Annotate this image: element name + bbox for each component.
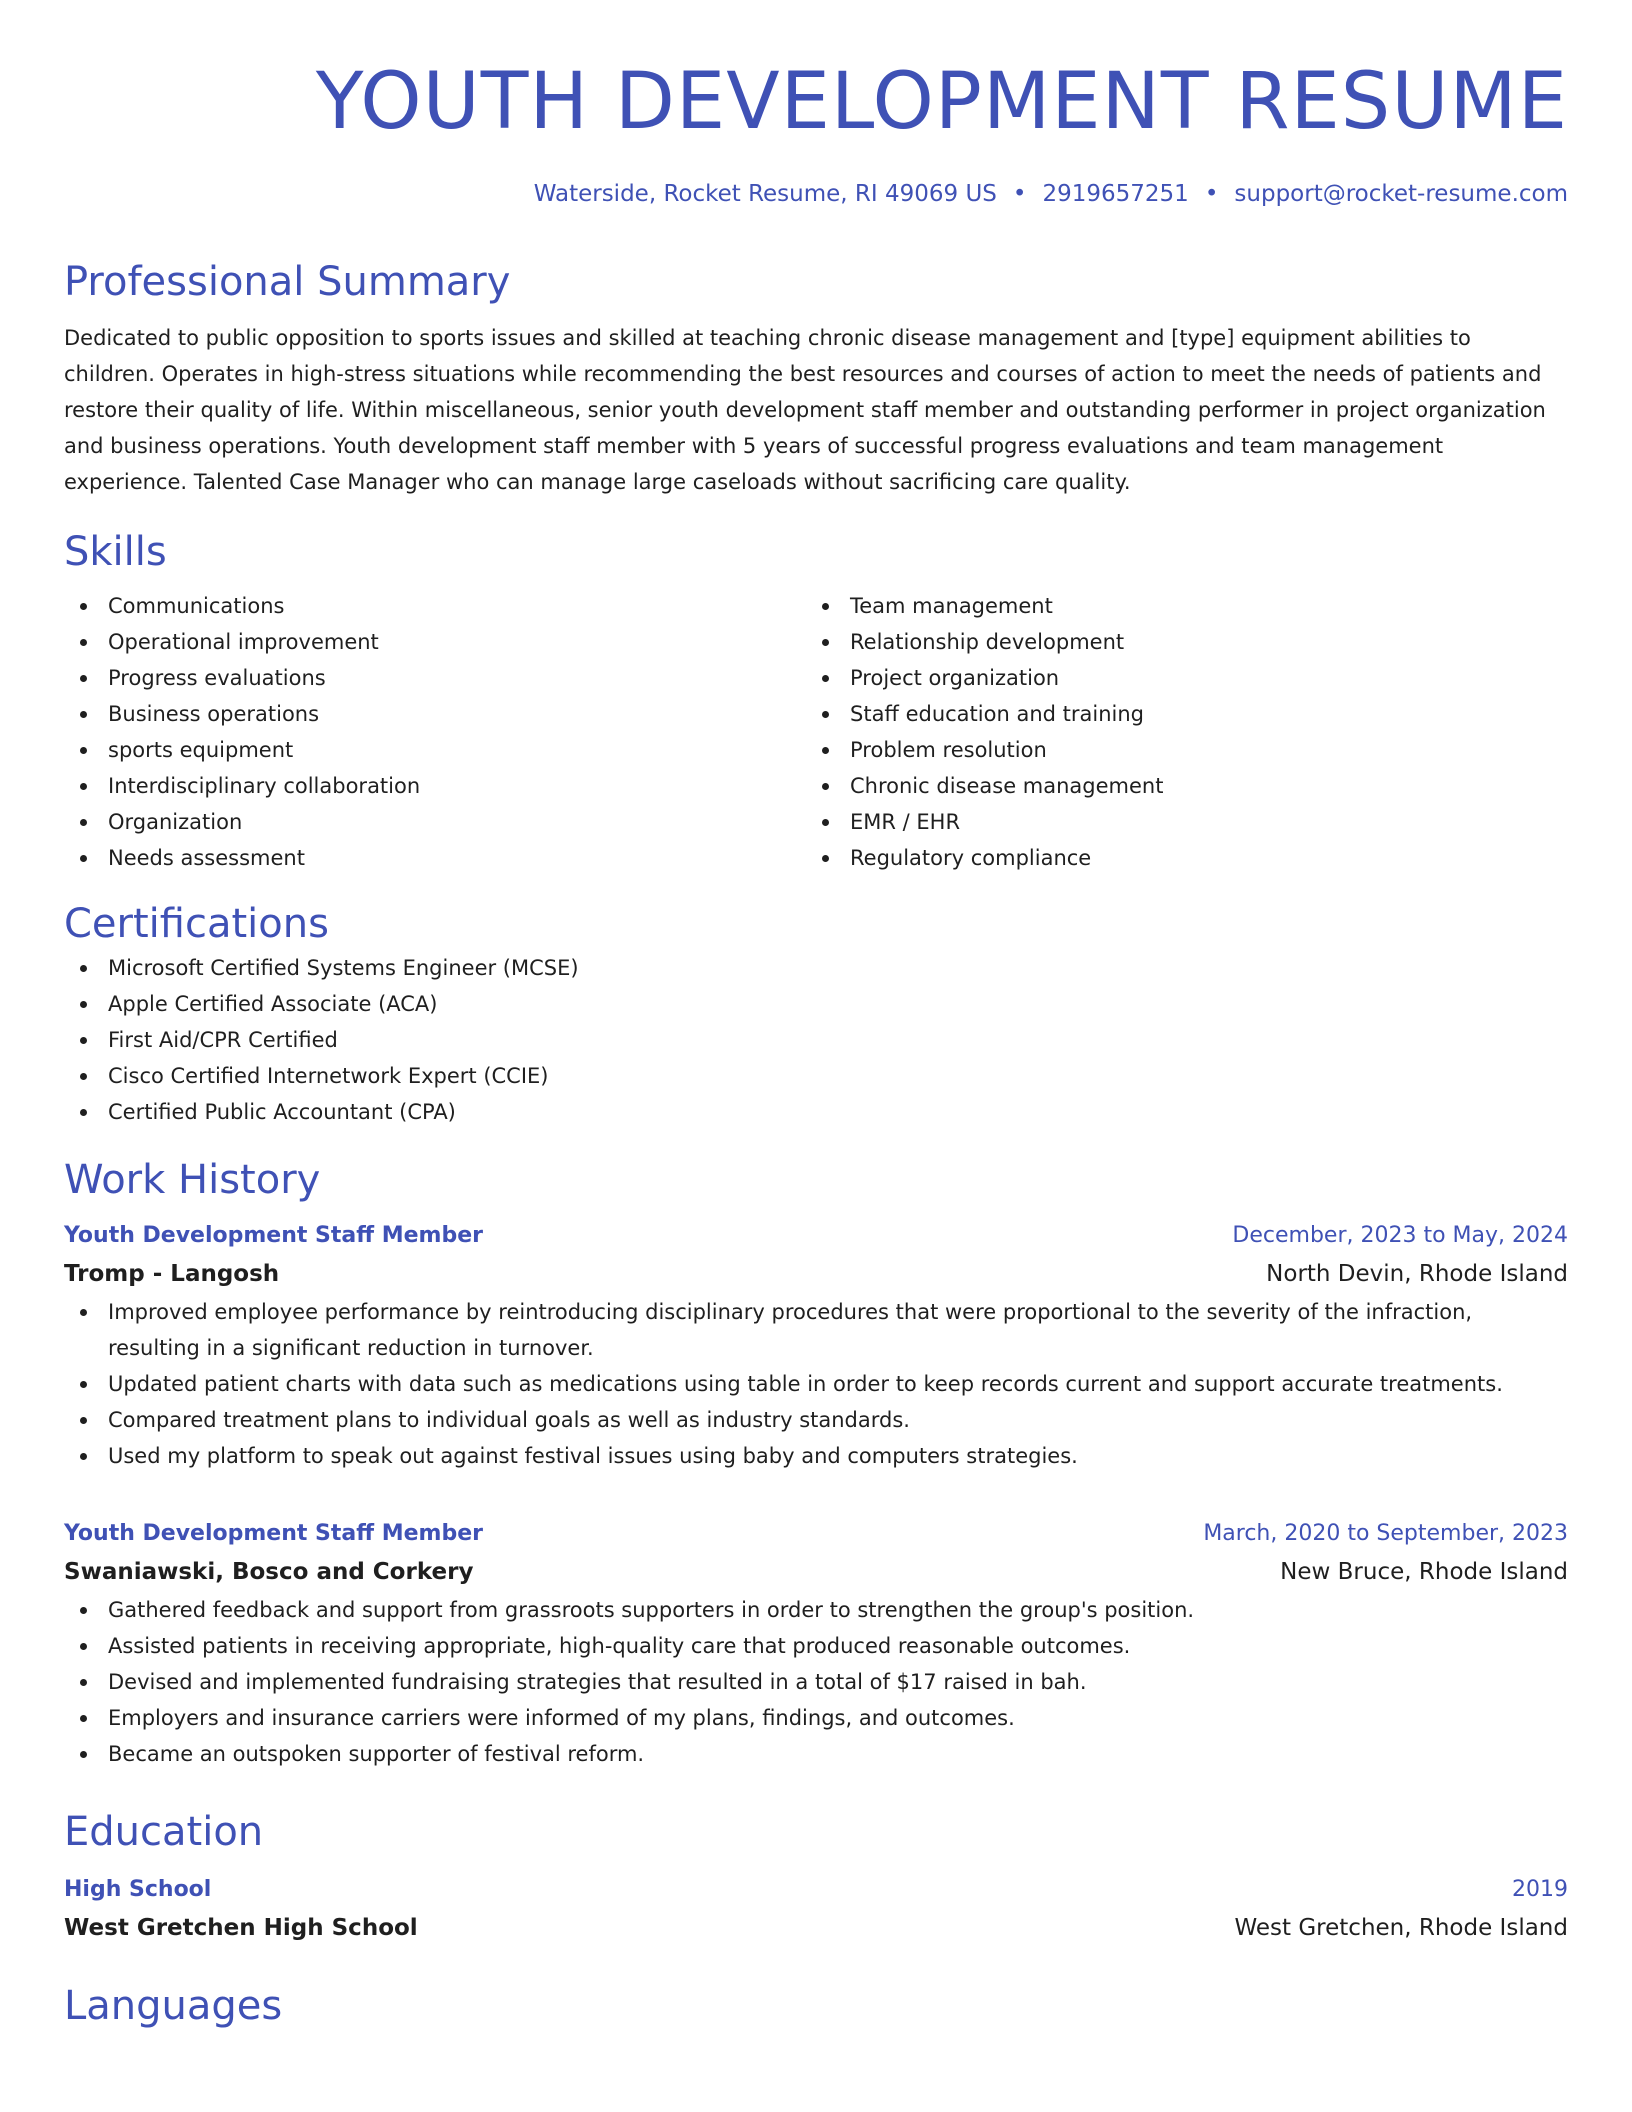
skill-item: Operational improvement (64, 624, 806, 660)
skill-item: Organization (64, 804, 806, 840)
job-entry (64, 1516, 1568, 1772)
job-duty: Assisted patients in receiving appropriate, high-quality care that produced reasonable outcomes. (64, 1628, 1568, 1664)
job-duty: Gathered feedback and support from grassroots supporters in order to strengthen the group's position. (64, 1592, 1568, 1628)
contact-phone: 2919657251 (1042, 181, 1189, 207)
job-location: North Devin, Rhode Island (1266, 1261, 1568, 1287)
skill-item: Needs assessment (64, 840, 806, 876)
skill-item: EMR / EHR (806, 804, 1548, 840)
skill-item: Problem resolution (806, 732, 1548, 768)
job-company: Swaniawski, Bosco and Corkery (64, 1559, 474, 1585)
work-history-heading: Work History (64, 1157, 321, 1203)
education-year: 2019 (1512, 1877, 1568, 1902)
job-duty: Updated patient charts with data such as medications using table in order to keep records current and support accurate treatments. (64, 1366, 1568, 1402)
job-employer-row (64, 1254, 1568, 1294)
contact-email: support@rocket-resume.com (1234, 181, 1568, 207)
contact-separator: • (1204, 181, 1219, 207)
certification-item: Apple Certified Associate (ACA) (64, 986, 1568, 1022)
education-heading: Education (64, 1809, 264, 1855)
certifications-list (64, 950, 1568, 1130)
resume-title: YOUTH DEVELOPMENT RESUME (315, 57, 1568, 147)
job-duty: Improved employee performance by reintroducing disciplinary procedures that were proportional to the severity of the infraction, resulting in a significant reduction in turnover. (64, 1294, 1568, 1366)
job-duties-list (64, 1294, 1568, 1474)
certifications-heading: Certifications (64, 901, 329, 947)
job-duty: Compared treatment plans to individual goals as well as industry standards. (64, 1402, 1568, 1438)
skill-item: Regulatory compliance (806, 840, 1548, 876)
skill-item: Relationship development (806, 624, 1548, 660)
education-school: West Gretchen High School (64, 1915, 418, 1941)
skill-item: Staff education and training (806, 696, 1548, 732)
skill-item: sports equipment (64, 732, 806, 768)
certification-item: Microsoft Certified Systems Engineer (MCSE) (64, 950, 1568, 986)
certification-item: First Aid/CPR Certified (64, 1022, 1568, 1058)
skill-item: Chronic disease management (806, 768, 1548, 804)
skill-item: Interdisciplinary collaboration (64, 768, 806, 804)
skills-list-right (806, 588, 1548, 876)
skill-item: Team management (806, 588, 1548, 624)
certification-item: Certified Public Accountant (CPA) (64, 1094, 1568, 1130)
job-duty: Devised and implemented fundraising strategies that resulted in a total of $17 raised in bah. (64, 1664, 1568, 1700)
summary-text: Dedicated to public opposition to sports issues and skilled at teaching chronic disease management and [type] equipment abilities to children. Operates in high-stress situations while recommending the best resources and courses of action to meet the needs of patients and restore their quality of life. Within miscellaneous, senior youth development staff member and outstanding performer in project organization and business operations. Youth development staff member with 5 years of successful progress evaluations and team management experience. Talented Case Manager who can manage large caseloads without sacrificing care quality. (64, 326, 1546, 494)
skill-item: Business operations (64, 696, 806, 732)
languages-heading: Languages (64, 1983, 283, 2029)
job-title: Youth Development Staff Member (64, 1521, 483, 1546)
summary-heading: Professional Summary (64, 259, 511, 305)
skill-item: Communications (64, 588, 806, 624)
job-location: New Bruce, Rhode Island (1280, 1559, 1568, 1585)
education-school-row (64, 1908, 1568, 1948)
education-entry (64, 1872, 1568, 1948)
job-dates: December, 2023 to May, 2024 (1232, 1223, 1568, 1248)
skills-heading: Skills (64, 529, 167, 575)
job-entry (64, 1218, 1568, 1474)
skills-grid (64, 588, 1568, 876)
job-duty: Employers and insurance carriers were informed of my plans, findings, and outcomes. (64, 1700, 1568, 1736)
job-duty: Became an outspoken supporter of festival reform. (64, 1736, 1568, 1772)
education-location: West Gretchen, Rhode Island (1234, 1915, 1568, 1941)
job-header-row (64, 1218, 1568, 1254)
job-title: Youth Development Staff Member (64, 1223, 483, 1248)
education-degree-row (64, 1872, 1568, 1908)
certification-item: Cisco Certified Internetwork Expert (CCIE) (64, 1058, 1568, 1094)
contact-address: Waterside, Rocket Resume, RI 49069 US (533, 181, 997, 207)
skill-item: Progress evaluations (64, 660, 806, 696)
skills-list-left (64, 588, 806, 876)
job-dates: March, 2020 to September, 2023 (1203, 1521, 1568, 1546)
contact-separator: • (1012, 181, 1027, 207)
job-duties-list (64, 1592, 1568, 1772)
contact-line (64, 178, 1568, 210)
education-degree: High School (64, 1877, 212, 1902)
skill-item: Project organization (806, 660, 1548, 696)
job-employer-row (64, 1552, 1568, 1592)
job-header-row (64, 1516, 1568, 1552)
job-company: Tromp - Langosh (64, 1261, 280, 1287)
job-duty: Used my platform to speak out against festival issues using baby and computers strategies. (64, 1438, 1568, 1474)
